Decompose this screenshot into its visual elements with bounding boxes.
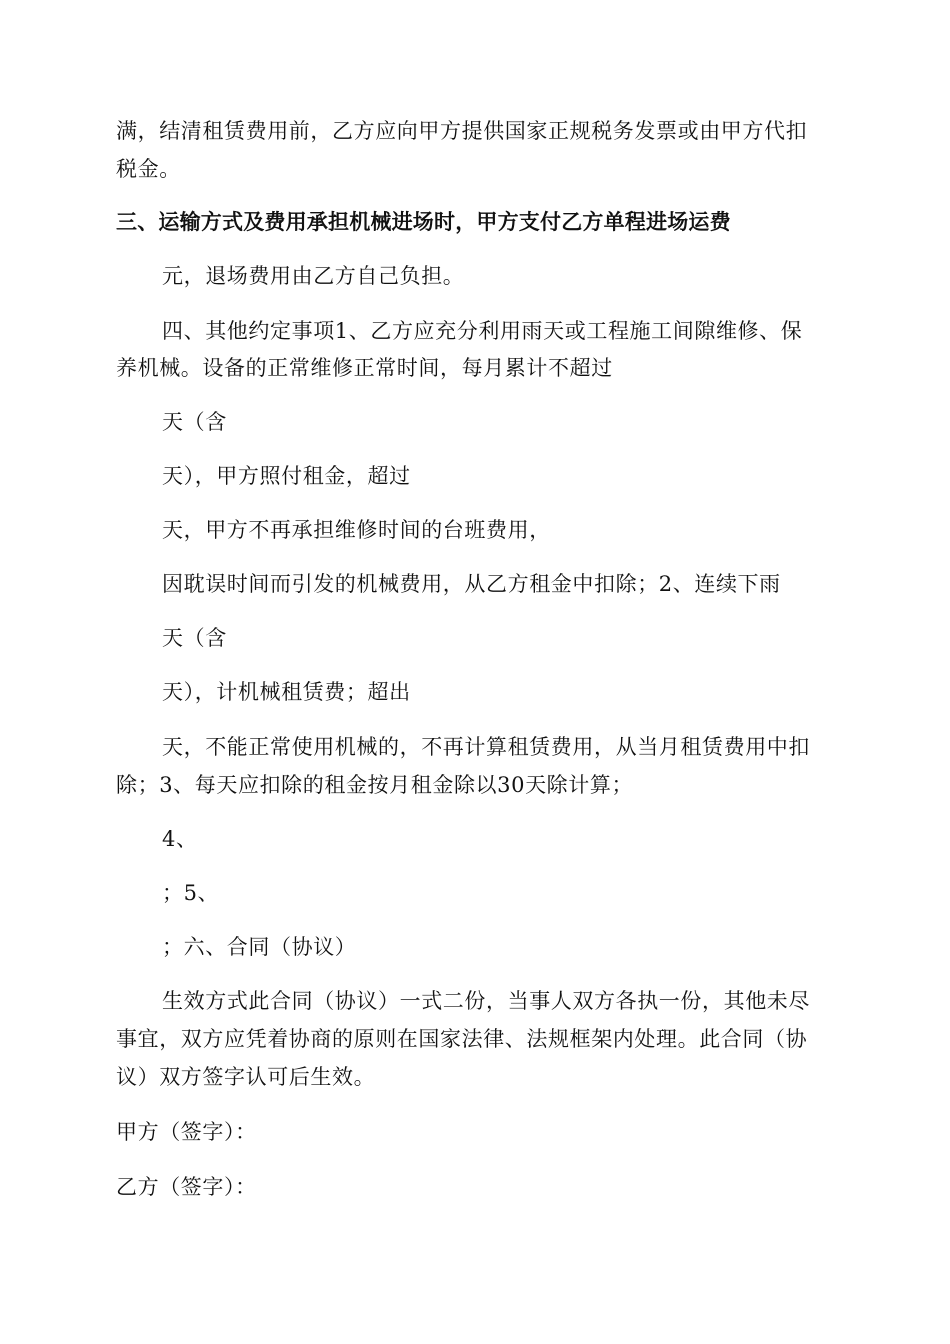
paragraph-line: 天，不能正常使用机械的，不再计算租赁费用，从当月租赁费用中扣 (162, 735, 810, 759)
paragraph-line: ；5、 (162, 881, 220, 905)
paragraph-line: 天），甲方照付租金，超过 (162, 464, 411, 488)
section-heading: 三、运输方式及费用承担机械进场时，甲方支付乙方单程进场运费 (116, 210, 731, 234)
paragraph-line: 议）双方签字认可后生效。 (116, 1065, 376, 1089)
paragraph-line: 天（含 (162, 410, 227, 434)
paragraph-line: 天（含 (162, 626, 227, 650)
paragraph-line: 税金。 (116, 157, 181, 181)
paragraph-line: 事宜，双方应凭着协商的原则在国家法律、法规框架内处理。此合同（协 (116, 1027, 808, 1051)
paragraph-line: 天），计机械租赁费；超出 (162, 680, 411, 704)
paragraph-line: 除；3、每天应扣除的租金按月租金除以30天除计算； (116, 773, 634, 797)
paragraph-line: 满，结清租赁费用前，乙方应向甲方提供国家正规税务发票或由甲方代扣 (116, 119, 808, 143)
paragraph-line: 元，退场费用由乙方自己负担。 (162, 264, 465, 288)
paragraph-line: 4、 (162, 827, 198, 851)
paragraph-line: 生效方式此合同（协议）一式二份，当事人双方各执一份，其他未尽 (162, 989, 810, 1013)
party-b-signature-label: 乙方（签字）： (116, 1175, 257, 1199)
paragraph-line: 养机械。设备的正常维修正常时间，每月累计不超过 (116, 356, 613, 380)
paragraph-line: 因耽误时间而引发的机械费用，从乙方租金中扣除；2、连续下雨 (162, 572, 781, 596)
paragraph-line: ；六、合同（协议） (162, 935, 357, 959)
paragraph-line: 天，甲方不再承担维修时间的台班费用， (162, 518, 551, 542)
party-a-signature-label: 甲方（签字）： (116, 1120, 257, 1144)
paragraph-line: 四、其他约定事项1、乙方应充分利用雨天或工程施工间隙维修、保 (162, 319, 803, 343)
